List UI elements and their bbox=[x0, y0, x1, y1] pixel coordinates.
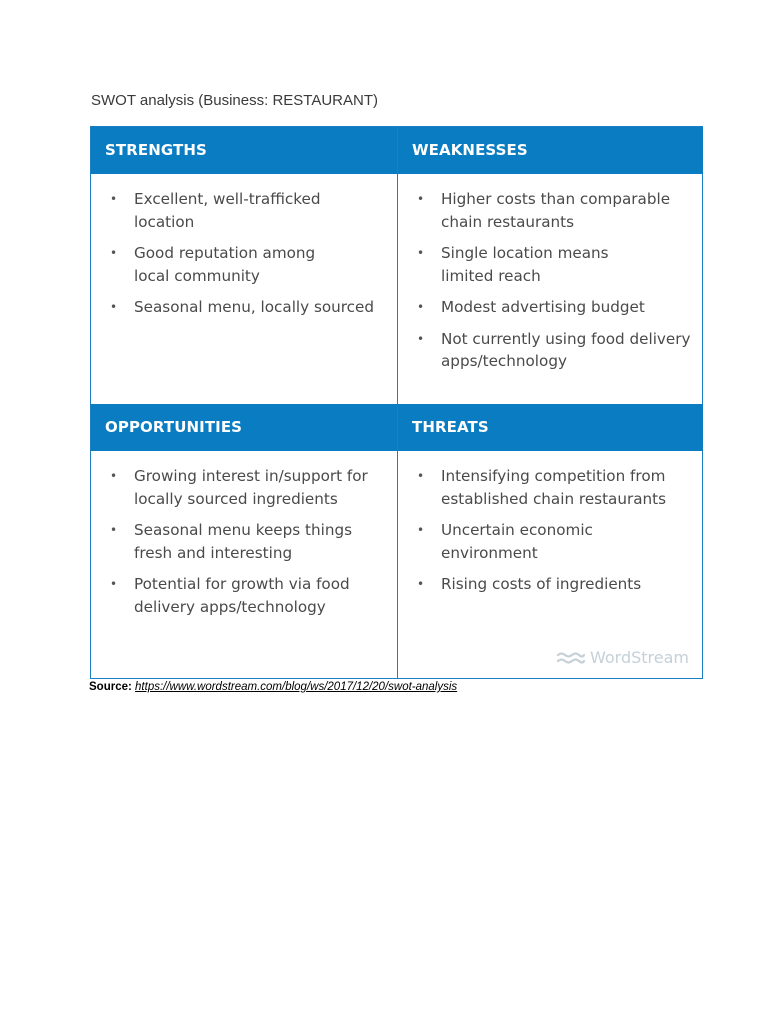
list-item: • Single location means limited reach bbox=[417, 244, 609, 285]
bullet-icon: • bbox=[417, 300, 425, 314]
strengths-quadrant bbox=[91, 127, 397, 404]
list-item: • Uncertain economic environment bbox=[417, 521, 593, 562]
weaknesses-list bbox=[398, 174, 703, 373]
strengths-header: STRENGTHS bbox=[91, 127, 397, 174]
document-title: SWOT analysis (Business: RESTAURANT) bbox=[91, 92, 378, 109]
threats-list bbox=[398, 451, 703, 596]
list-item: • Seasonal menu keeps things fresh and interesting bbox=[110, 521, 352, 562]
list-item: • Excellent, well-trafficked location bbox=[110, 190, 321, 231]
bullet-icon: • bbox=[110, 469, 118, 483]
bullet-icon: • bbox=[417, 246, 425, 260]
opportunities-header: OPPORTUNITIES bbox=[91, 404, 397, 451]
bullet-icon: • bbox=[110, 246, 118, 260]
bullet-icon: • bbox=[417, 331, 425, 346]
list-item: • Modest advertising budget bbox=[441, 296, 693, 319]
opportunities-list bbox=[91, 451, 397, 618]
bullet-icon: • bbox=[417, 192, 425, 206]
strengths-list bbox=[91, 174, 397, 319]
bullet-icon: • bbox=[110, 300, 118, 314]
list-item: • Potential for growth via food delivery apps/technology bbox=[110, 575, 350, 616]
bullet-icon: • bbox=[110, 577, 118, 591]
weaknesses-quadrant bbox=[397, 127, 703, 404]
list-item: • Not currently using food delivery apps/technology bbox=[417, 329, 691, 370]
list-item: • Good reputation among local community bbox=[110, 244, 316, 285]
swot-table bbox=[90, 126, 703, 679]
list-item: • Rising costs of ingredients bbox=[441, 573, 693, 596]
bullet-icon: • bbox=[417, 577, 425, 591]
wordstream-logo-icon bbox=[557, 651, 585, 665]
source-line bbox=[89, 681, 457, 693]
threats-header: THREATS bbox=[398, 404, 703, 451]
watermark-text: WordStream bbox=[589, 648, 689, 667]
bullet-icon: • bbox=[110, 523, 118, 537]
list-item: • Seasonal menu, locally sourced bbox=[134, 296, 387, 319]
list-item: • Growing interest in/support for locally sourced ingredients bbox=[110, 467, 368, 508]
source-link[interactable]: https://www.wordstream.com/blog/ws/2017/12/20/swot-analysis bbox=[135, 681, 458, 693]
threats-quadrant bbox=[397, 404, 703, 679]
bullet-icon: • bbox=[417, 469, 425, 483]
bullet-icon: • bbox=[417, 523, 425, 537]
source-label: Source: bbox=[89, 681, 132, 693]
list-item: • Intensifying competition from established chain restaurants bbox=[417, 467, 667, 508]
list-item: • Higher costs than comparable chain restaurants bbox=[417, 190, 671, 231]
opportunities-quadrant bbox=[91, 404, 397, 679]
weaknesses-header: WEAKNESSES bbox=[398, 127, 703, 174]
bullet-icon: • bbox=[110, 192, 118, 206]
wordstream-watermark bbox=[557, 648, 689, 667]
